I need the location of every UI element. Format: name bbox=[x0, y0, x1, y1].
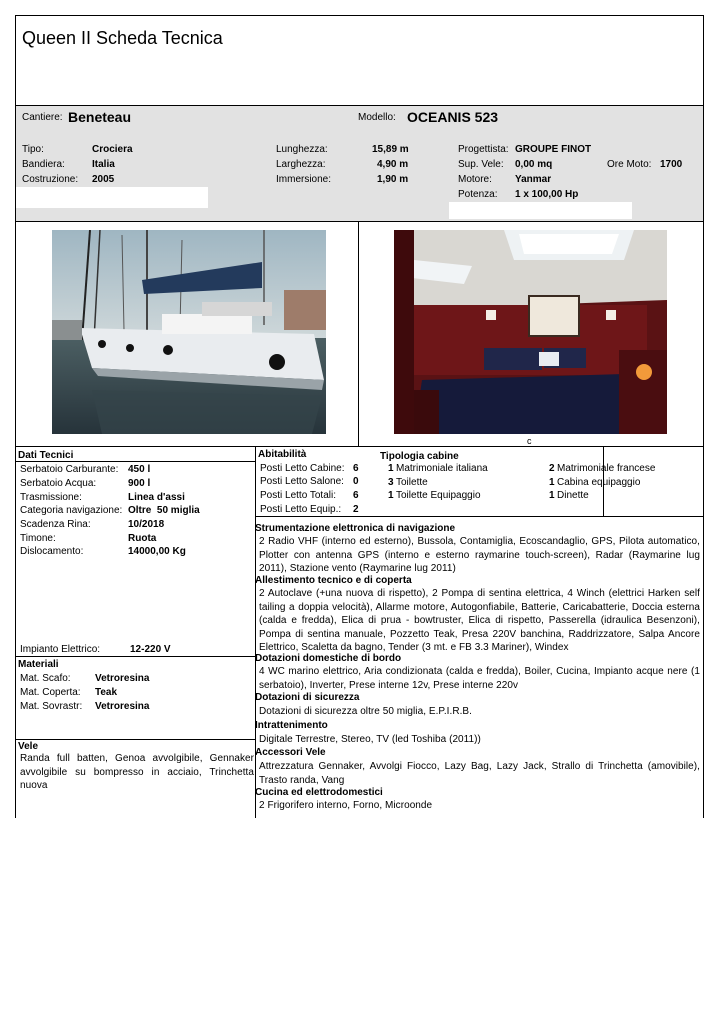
abit-label-0: Posti Letto Cabine: bbox=[260, 463, 345, 474]
modello-value: OCEANIS 523 bbox=[407, 109, 499, 125]
modello-label: Modello: bbox=[358, 112, 396, 123]
cabine-left-text-1: Toilette bbox=[396, 477, 428, 488]
abitabilita-title: Abitabilità bbox=[258, 449, 307, 460]
cantiere-value: Beneteau bbox=[68, 109, 132, 125]
bandiera-value: Italia bbox=[92, 159, 115, 170]
dati-label-5: Timone: bbox=[20, 533, 56, 544]
impianto-label: Impianto Elettrico: bbox=[20, 644, 101, 655]
dati-value-3: Oltre 50 miglia bbox=[128, 505, 200, 516]
lunghezza-value: 15,89 m bbox=[372, 144, 409, 155]
cabine-right-qty-1: 1 bbox=[549, 477, 555, 488]
section-title-4: Intrattenimento bbox=[255, 720, 328, 731]
photo-caption: c bbox=[527, 436, 532, 446]
sections-top-line bbox=[255, 516, 704, 517]
materiali-label-1: Mat. Coperta: bbox=[20, 687, 81, 698]
materiali-label-2: Mat. Sovrastr: bbox=[20, 701, 83, 712]
cabine-left-text-0: Matrimoniale italiana bbox=[396, 463, 488, 474]
frame-top bbox=[15, 15, 704, 16]
oremoto-label: Ore Moto: bbox=[607, 159, 652, 170]
dati-label-0: Serbatoio Carburante: bbox=[20, 464, 119, 475]
dati-value-0: 450 l bbox=[128, 464, 151, 475]
dati-value-2: Linea d'assi bbox=[128, 492, 185, 503]
dati-label-4: Scadenza Rina: bbox=[20, 519, 91, 530]
boat-interior-photo bbox=[394, 230, 667, 434]
potenza-value: 1 x 100,00 Hp bbox=[515, 189, 579, 200]
dati-value-1: 900 l bbox=[128, 478, 151, 489]
lunghezza-label: Lunghezza: bbox=[276, 144, 328, 155]
band-top-line bbox=[15, 105, 704, 106]
section-title-5: Accessori Vele bbox=[255, 747, 326, 758]
motore-value: Yanmar bbox=[515, 174, 552, 185]
larghezza-value: 4,90 m bbox=[377, 159, 409, 170]
materiali-value-0: Vetroresina bbox=[95, 673, 150, 684]
section-text-6: 2 Frigorifero interno, Forno, Microonde bbox=[259, 800, 433, 811]
cabine-right-text-1: Cabina equipaggio bbox=[557, 477, 641, 488]
tipo-label: Tipo: bbox=[22, 144, 44, 155]
page-title: Queen II Scheda Tecnica bbox=[22, 28, 223, 48]
blank-box-right bbox=[449, 202, 632, 219]
supvele-value: 0,00 mq bbox=[515, 159, 553, 170]
boat-exterior-photo bbox=[52, 230, 326, 434]
cabine-right-text-2: Dinette bbox=[557, 490, 589, 501]
abit-label-3: Posti Letto Equip.: bbox=[260, 504, 342, 515]
cabine-left-qty-0: 1 bbox=[388, 463, 394, 474]
cabine-right-qty-2: 1 bbox=[549, 490, 555, 501]
materiali-value-1: Teak bbox=[95, 687, 118, 698]
frame-right bbox=[703, 15, 704, 818]
abit-label-2: Posti Letto Totali: bbox=[260, 490, 336, 501]
dati-label-1: Serbatoio Acqua: bbox=[20, 478, 97, 489]
section-text-0: 2 Radio VHF (interno ed esterno), Bussola, Contamiglia, Ecoscandaglio, GPS, Pilota automatico, Plotter con antenna GPS (interno e esterno raymarine touch-screen), Radar (Raymarine lug 2011), Stazione vento (Raymarine lug 2011) bbox=[259, 536, 700, 574]
costruzione-value: 2005 bbox=[92, 174, 115, 185]
potenza-label: Potenza: bbox=[458, 189, 498, 200]
dati-value-5: Ruota bbox=[128, 533, 157, 544]
cabine-left-qty-1: 3 bbox=[388, 477, 394, 488]
photo-bottom-line bbox=[15, 446, 704, 447]
section-title-1: Allestimento tecnico e di coperta bbox=[255, 575, 412, 586]
band-bottom-line bbox=[15, 221, 704, 222]
progettista-value: GROUPE FINOT bbox=[515, 144, 592, 155]
dati-value-4: 10/2018 bbox=[128, 519, 165, 530]
immersione-value: 1,90 m bbox=[377, 174, 409, 185]
section-title-2: Dotazioni domestiche di bordo bbox=[255, 653, 402, 664]
progettista-label: Progettista: bbox=[458, 144, 509, 155]
cabine-left-qty-2: 1 bbox=[388, 490, 394, 501]
materiali-label-0: Mat. Scafo: bbox=[20, 673, 71, 684]
dati-tecnici-title: Dati Tecnici bbox=[18, 450, 74, 461]
sections-left-line bbox=[255, 516, 256, 818]
section-title-0: Strumentazione elettronica di navigazione bbox=[255, 523, 456, 534]
abit-value-0: 6 bbox=[353, 463, 359, 474]
bandiera-label: Bandiera: bbox=[22, 159, 65, 170]
dati-label-3: Categoria navigazione: bbox=[20, 505, 123, 516]
cantiere-label: Cantiere: bbox=[22, 112, 63, 123]
cabine-right-text-0: Matrimoniale francese bbox=[557, 463, 656, 474]
dati-label-6: Dislocamento: bbox=[20, 546, 84, 557]
section-text-3: Dotazioni di sicurezza oltre 50 miglia, E.P.I.R.B. bbox=[259, 706, 472, 717]
materiali-title: Materiali bbox=[18, 659, 59, 670]
blank-box-left bbox=[16, 187, 208, 208]
section-text-5: Attrezzatura Gennaker, Avvolgi Fiocco, Lazy Bag, Lazy Jack, Strallo di Trinchetta (amovibile), Trasto randa, Vang bbox=[259, 761, 700, 786]
vele-title: Vele bbox=[18, 741, 39, 752]
vele-text: Randa full batten, Genoa avvolgibile, Gennaker avvolgibile su bompresso in acciaio, Trinchetta nuova bbox=[20, 753, 254, 791]
dati-value-6: 14000,00 Kg bbox=[128, 546, 186, 557]
section-text-4: Digitale Terrestre, Stereo, TV (led Toshiba (2011)) bbox=[259, 734, 481, 745]
dati-label-2: Trasmissione: bbox=[20, 492, 82, 503]
section-title-6: Cucina ed elettrodomestici bbox=[255, 787, 383, 798]
dati-title-line bbox=[15, 461, 256, 462]
cabine-right-qty-0: 2 bbox=[549, 463, 555, 474]
tipo-value: Crociera bbox=[92, 144, 133, 155]
materiali-value-2: Vetroresina bbox=[95, 701, 150, 712]
abit-value-3: 2 bbox=[353, 504, 359, 515]
abit-value-2: 6 bbox=[353, 490, 359, 501]
motore-label: Motore: bbox=[458, 174, 492, 185]
section-text-2: 4 WC marino elettrico, Aria condizionata (calda e fredda), Boiler, Cucina, Impianto acque nere (1 serbatoio), Inverter, Prese interne 12v, Prese interne 220v bbox=[259, 666, 700, 691]
section-text-1: 2 Autoclave (+una nuova di rispetto), 2 Pompa di sentina elettrica, 4 Winch (elettrici Harken self tailing a doppia velocità), Allarme motore, Autogonfiabile, Batterie, Caricabatterie, Doccia esterna (calda e fredda), Elica di prua - bowtruster, Elica di rispetto, Passerella (idraulica Besenzoni), Pompa di sentina manuale, Pozzetto Teak, Presa 220V banchina, Raddrizzatore, Salpa Ancore Elettrico, Scaletta da bagno, Tender (3 mt. e FB 3.3 Mariner), Windex bbox=[259, 588, 700, 653]
abit-value-1: 0 bbox=[353, 476, 359, 487]
impianto-value: 12-220 V bbox=[130, 644, 171, 655]
costruzione-label: Costruzione: bbox=[22, 174, 79, 185]
section-title-3: Dotazioni di sicurezza bbox=[255, 692, 360, 703]
cabine-left-text-2: Toilette Equipaggio bbox=[396, 490, 481, 501]
materiali-top-line bbox=[15, 656, 256, 657]
cabine-title: Tipologia cabine bbox=[380, 451, 459, 462]
immersione-label: Immersione: bbox=[276, 174, 332, 185]
supvele-label: Sup. Vele: bbox=[458, 159, 504, 170]
vele-top-line bbox=[15, 739, 256, 740]
oremoto-value: 1700 bbox=[660, 159, 683, 170]
photo-divider bbox=[358, 221, 359, 447]
larghezza-label: Larghezza: bbox=[276, 159, 326, 170]
abit-label-1: Posti Letto Salone: bbox=[260, 476, 344, 487]
